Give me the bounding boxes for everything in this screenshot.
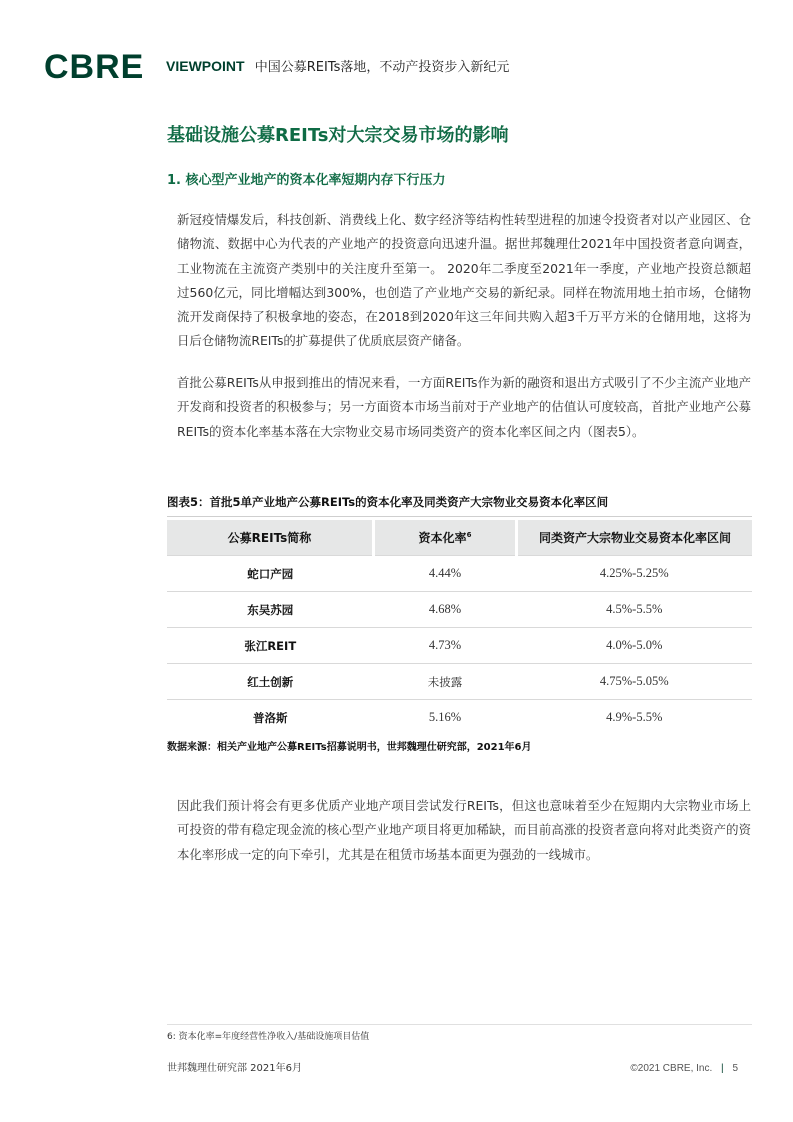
- cap-rate: 4.68%: [374, 592, 517, 628]
- viewpoint-label: VIEWPOINT: [166, 58, 245, 74]
- table-row: [167, 664, 752, 700]
- footnote-ref: 6: [466, 531, 472, 539]
- reit-name: 蛇口产园: [167, 556, 374, 592]
- reit-name: 张江REIT: [167, 628, 374, 664]
- paragraph-1: 新冠疫情爆发后，科技创新、消费线上化、数字经济等结构性转型进程的加速令投资者对以产业园区、仓储物流、数据中心为代表的产业地产的投资意向迅速升温。据世邦魏理仕2021年中国投资者意向调查，工业物流在主流资产类别中的关注度升至第一。 2020年二季度至2021年一季度，产业地产投资总额超过560亿元，同比增幅达到300%，也创造了产业地产交易的新纪录。同样在物流用地土拍市场，仓储物流开发商保持了积极拿地的姿态，在2018到2020年这三年间共购入超3千万平方米的仓储用地，这将为日后仓储物流REITs的扩募提供了优质底层资产储备。: [177, 212, 751, 349]
- section-title: 基础设施公募REITs对大宗交易市场的影响: [167, 125, 509, 146]
- market-range: 4.75%-5.05%: [517, 664, 753, 700]
- table-row: [167, 592, 752, 628]
- reit-name: 东吴苏园: [167, 592, 374, 628]
- market-range: 4.0%-5.0%: [517, 628, 753, 664]
- market-range: 4.25%-5.25%: [517, 556, 753, 592]
- cap-rate: 未披露: [374, 664, 517, 700]
- header-cap-rate-label: 资本化率: [418, 531, 467, 545]
- cap-rate: 4.44%: [374, 556, 517, 592]
- paragraph-3: 因此我们预计将会有更多优质产业地产项目尝试发行REITs，但这也意味着至少在短期内大宗物业市场上可投资的带有稳定现金流的核心型产业地产项目将更加稀缺，而目前高涨的投资者意向将对此类资产的资本化率形成一定的向下牵引，尤其是在租赁市场基本面更为强劲的一线城市。: [177, 798, 751, 862]
- page-number: 5: [732, 1063, 738, 1074]
- market-range: 4.5%-5.5%: [517, 592, 753, 628]
- report-header: [166, 58, 509, 76]
- footer-separator: |: [721, 1063, 724, 1074]
- cap-rate: 5.16%: [374, 700, 517, 736]
- table-row: [167, 700, 752, 736]
- paragraph-2: 首批公募REITs从申报到推出的情况来看，一方面REITs作为新的融资和退出方式吸引了不少主流产业地产开发商和投资者的积极参与；另一方面资本市场当前对于产业地产的估值认可度较高，首批产业地产公募REITs的资本化率基本落在大宗物业交易市场同类资产的资本化率区间之内（图表5）。: [177, 375, 751, 439]
- copyright-text: ©2021 CBRE, Inc.: [630, 1063, 713, 1074]
- report-title: 中国公募REITs落地，不动产投资步入新纪元: [254, 60, 510, 75]
- reit-name: 普洛斯: [167, 700, 374, 736]
- header-cap-rate: [374, 520, 517, 556]
- footnote: 6: 资本化率=年度经营性净收入/基础设施项目估值: [167, 1032, 370, 1042]
- header-market-range: 同类资产大宗物业交易资本化率区间: [517, 520, 753, 556]
- cap-rate: 4.73%: [374, 628, 517, 664]
- data-source: 数据来源：相关产业地产公募REITs招募说明书，世邦魏理仕研究部，2021年6月: [167, 742, 532, 753]
- footer-copyright: [630, 1062, 738, 1076]
- cap-rate-table: [167, 520, 752, 735]
- reit-name: 红土创新: [167, 664, 374, 700]
- header-reit-name: 公募REITs简称: [167, 520, 374, 556]
- footnote-divider: [167, 1024, 752, 1025]
- table-row: [167, 556, 752, 592]
- table-row: [167, 628, 752, 664]
- table-caption: 图表5：首批5单产业地产公募REITs的资本化率及同类资产大宗物业交易资本化率区间: [167, 495, 609, 509]
- sub-section-title: 1. 核心型产业地产的资本化率短期内存下行压力: [167, 173, 446, 188]
- cbre-logo: CBRE: [44, 48, 145, 86]
- table-header-row: [167, 520, 752, 556]
- footer-publisher: 世邦魏理仕研究部 2021年6月: [167, 1063, 302, 1074]
- market-range: 4.9%-5.5%: [517, 700, 753, 736]
